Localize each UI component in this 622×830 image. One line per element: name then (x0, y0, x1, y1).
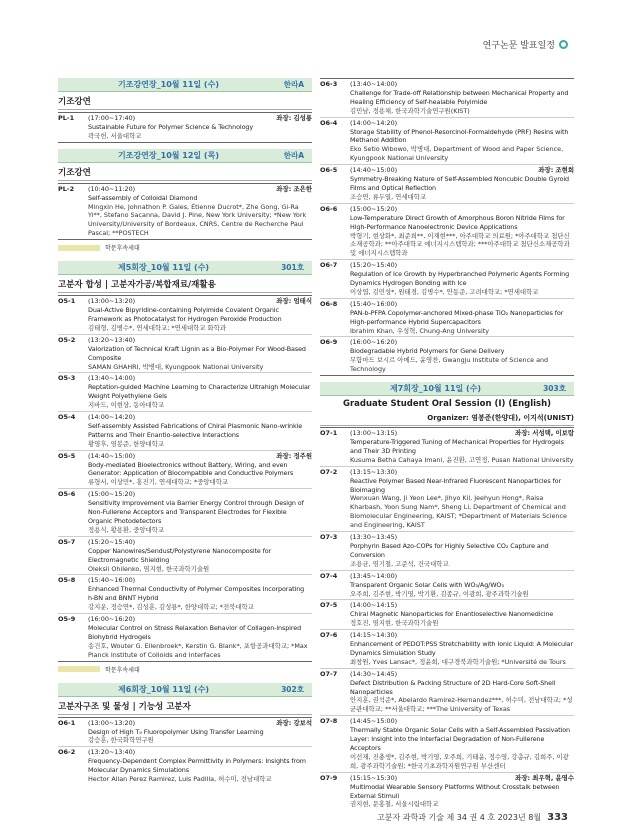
entry-code: O6-5 (320, 166, 338, 175)
entry-authors: 안지훈, 권석준*, Abelardo Ramirez-Hernandez***, 허수미, 전남대학교; *성균관대학교; **서울대학교; ***The University of Texas (350, 696, 573, 714)
entry-authors: Mingxin He, Johnathon P. Gales, Étienne Ducrot*, Zhe Gong, Gi-Ra Yi**, Stefano Sacanna, David J. Pine, New York University; *New York University/University of Bordeaux, CNRS, Centre de Recherche Paul Pascal; **POSTECH (88, 202, 307, 238)
entry-authors: 김민남, 정용채, 한국과학기술연구원(KIST) (350, 106, 470, 115)
page-number: 333 (547, 812, 568, 823)
band-hall: 303호 (543, 384, 566, 394)
program-entry (320, 599, 574, 629)
entry-code: O5-1 (58, 297, 76, 306)
program-entry (320, 715, 574, 771)
program-entry (320, 427, 574, 466)
entry-chair: 좌장: 김성룡 (276, 114, 312, 122)
entry-chair: 좌장: 최우혁, 윤영수 (515, 773, 574, 782)
entry-chair: 좌장: 정주원 (276, 451, 312, 460)
entry-code: O6-1 (58, 718, 76, 727)
entry-body (350, 630, 574, 668)
session-list (320, 78, 574, 376)
entry-body (350, 337, 574, 375)
program-entry (58, 372, 312, 411)
session-band (58, 261, 312, 275)
entry-authors: Hector Allan Perez Ramirez, Luis Padilla, 허수미, 전남대학교 (88, 775, 272, 784)
program-entry (58, 112, 312, 142)
entry-body (88, 373, 312, 411)
entry-time: (14:00~14:20) (88, 413, 136, 422)
journal-info: 고분자 과학과 기술 제 34 권 4 호 2023년 8월 (377, 813, 542, 822)
program-entry (320, 336, 574, 375)
entry-time: (14:40~15:00) (88, 451, 136, 460)
entry-authors: 강승훈, 한국화학연구원 (88, 736, 154, 745)
entry-chair: 좌장: 강보석 (276, 718, 312, 727)
program-entry (320, 570, 574, 600)
right-column (320, 78, 574, 810)
entry-body (350, 716, 574, 771)
entry-title: Symmetry-Breaking Nature of Self-Assembled Noncubic Double Gyroid Films and Optical Reflection (350, 175, 570, 192)
entry-time: (15:00~15:20) (350, 204, 398, 213)
program-entry (320, 164, 574, 203)
entry-time: (13:00~13:20) (88, 718, 136, 727)
entry-authors: 송건호, Wouter G. Ellenbroek*, Kerstin G. Blank*, 포항공과대학교; *Max Planck Institute of Colloids and Interfaces (88, 641, 308, 659)
entry-time-row (88, 297, 312, 306)
entry-body (350, 600, 574, 629)
entry-time: (13:40~14:00) (350, 80, 398, 88)
left-column (58, 78, 312, 785)
program-entry (320, 466, 574, 531)
program-entry (58, 411, 312, 450)
entry-authors: 조용균, 염기철, 고준석, 건국대학교 (350, 559, 449, 568)
entry-title: Frequency-Dependent Complex Permittivity in Polymers: Insights from Molecular Dynamics Simulations (88, 757, 306, 775)
entry-time-row (350, 166, 574, 175)
entry-authors: Oleksii Ohilenko, 염지현, 한국과학기술원 (88, 564, 210, 573)
session-title: 기조강연 (58, 95, 312, 110)
entry-authors: 조승연, 류두열, 연세대학교 (350, 192, 427, 201)
entry-title: Enhanced Thermal Conductivity of Polymer Composites Incorporating h-BN and BNNT Hybrid (88, 585, 305, 603)
legend-label: 학문후속세대 (105, 666, 140, 674)
entry-body (350, 260, 574, 298)
program-entry (320, 298, 574, 337)
entry-authors: Eko Setio Wibowo, 박병대, Department of Wood and Paper Science, Kyungpook National University (350, 145, 564, 163)
entry-authors: 곽국헌, 서울대학교 (88, 131, 142, 140)
session-band (58, 683, 312, 697)
entry-time: (13:00~13:20) (88, 297, 136, 306)
entry-authors: 최창원, Yves Lansac*, 정윤희, 대구경북과학기술원; *Université de Tours (350, 657, 566, 666)
entry-time: (13:45~14:00) (350, 571, 398, 580)
entry-time: (15:40~16:00) (350, 299, 398, 308)
entry-code: O6-7 (320, 261, 338, 270)
entry-title: Transparent Organic Solar Cells with WO₃/Ag/WO₃ (350, 580, 504, 589)
program-entry (320, 629, 574, 668)
entry-body (350, 532, 574, 570)
entry-body (88, 489, 312, 536)
entry-authors: Wenxuan Wang, Ji Yeon Lee*, Jihyo Kil, Jeehyun Hong*, Raisa Kharbash, Yoon Sung Nam*, Sheng Li, Department of Chemical and Biomolecular Engineering, KAIST; *Department of Materials Science and Engineering, KAIST (350, 494, 567, 530)
program-entry (58, 334, 312, 373)
session-list (58, 183, 312, 240)
entry-title: Valorization of Technical Kraft Lignin as a Bio-Polymer For Wood-Based Composite (88, 344, 306, 362)
entry-authors: 무함마드 보시르 아메드, 윤영찬, Gwangju Institute of Science and Technology (350, 356, 549, 374)
entry-body (88, 296, 312, 334)
session-list (58, 112, 312, 143)
entry-code: O5-8 (58, 576, 76, 585)
entry-authors: 정용식, 황용환, 중앙대학교 (88, 525, 165, 534)
entry-code: O7-7 (320, 669, 338, 678)
entry-time-row (88, 114, 312, 123)
entry-time-row (350, 429, 574, 438)
entry-body (88, 451, 312, 489)
program-entry (58, 536, 312, 575)
entry-time-row (350, 80, 574, 89)
entry-code: O6-4 (320, 118, 338, 127)
entry-code: O6-2 (58, 748, 76, 757)
entry-time-row (350, 205, 574, 214)
entry-time-row (350, 601, 574, 610)
entry-code: PL-1 (58, 114, 75, 122)
entry-body (350, 79, 574, 117)
entry-time-row (350, 670, 574, 679)
entry-code: O5-2 (58, 335, 76, 344)
entry-authors: 박형기, 현상화*, 최준희**, 이재현***, 아주대학교 의료원; *아주대학교 첨단신소재공학과; **아주대학교 에너지시스템학과; ***아주대학교 첨단신소재공학과 및 에너지시스템학과 (350, 231, 570, 258)
entry-authors: SAMAN GHAHRI, 박병대, Kyungpook National University (88, 362, 264, 371)
entry-title: Multimodal Wearable Sensory Platforms Without Crosstalk between External Stimuli (350, 782, 560, 800)
entry-time: (17:00~17:40) (88, 114, 136, 122)
entry-time-row (88, 576, 312, 585)
program-entry (58, 183, 312, 239)
entry-title: Defect Distribution & Packing Structure of 2D Hard-Core Soft-Shell Nanoparticles (350, 678, 556, 696)
entry-time-row (88, 185, 312, 194)
entry-code: O5-6 (58, 490, 76, 499)
entry-body (88, 412, 312, 450)
entry-time: (13:20~13:40) (88, 335, 136, 344)
entry-code: O7-2 (320, 467, 338, 476)
entry-code: O7-4 (320, 571, 338, 580)
legend-swatch (58, 666, 100, 672)
entry-title: Thermally Stable Organic Solar Cells with a Self-Assembled Passivation Layer: Insight into the Interfacial Degradation of Non-Fullerene Acceptors (350, 726, 570, 752)
session-title: 기조강연 (58, 166, 312, 181)
entry-chair: 좌장: 서성택, 이보람 (515, 429, 574, 438)
entry-title: Biodegradable Hybrid Polymers for Gene Delivery (350, 347, 505, 356)
entry-time-row (88, 719, 312, 728)
entry-authors: 정호진, 염지현, 한국과학기술원 (350, 619, 439, 628)
entry-time-row (350, 300, 574, 309)
entry-body (350, 428, 574, 466)
entry-code: O7-6 (320, 631, 338, 640)
entry-title: Reactive Polymer Based Near-Infrared Fluorescent Nanoparticles for Bioimaging (350, 476, 561, 494)
entry-code: O5-9 (58, 615, 76, 624)
entry-time: (15:00~15:20) (88, 490, 136, 499)
entry-title: Storage Stability of Phenol-Resorcinol-Formaldehyde (PRF) Resins with Methanol Addition (350, 127, 569, 145)
entry-time-row (350, 119, 574, 128)
entry-time-row (88, 615, 312, 624)
program-entry (320, 78, 574, 117)
entry-time: (13:00~13:15) (350, 429, 398, 438)
entry-title: Reptation-guided Machine Learning to Characterize Ultrahigh Molecular Weight Polyethylene Gels (88, 383, 311, 401)
entry-code: O5-7 (58, 537, 76, 546)
band-hall: 한라A (283, 150, 304, 160)
circle-bullet-icon (559, 40, 568, 49)
session-title: 고분자 합성 | 고분자가공/복합재료/재활용 (58, 278, 312, 293)
entry-code: O7-9 (320, 773, 338, 782)
entry-time: (14:40~15:00) (350, 166, 398, 175)
session-band (58, 149, 312, 163)
entry-time-row (88, 452, 312, 461)
entry-time: (15:40~16:00) (88, 576, 136, 585)
legend (58, 665, 312, 674)
entry-authors: 김태형, 김병수*, 연세대학교; *연세대학교 화학과 (88, 323, 227, 332)
entry-chair: 좌장: 조은한 (276, 184, 312, 193)
entry-body (88, 718, 312, 747)
entry-time: (14:15~14:30) (350, 631, 398, 640)
entry-time: (15:20~15:40) (350, 261, 398, 270)
session-title: 고분자구조 및 물성 | 기능성 고분자 (58, 700, 312, 715)
entry-title: Copper Nanowires/Sendust/Polystyrene Nanocomposite for Electromagnetic Shielding (88, 546, 272, 564)
entry-time: (14:00~14:20) (350, 118, 398, 127)
entry-time: (13:40~14:00) (88, 374, 136, 383)
entry-authors: 이선재, 진충생*, 김주현, 박기영, 오주희, 기태윤, 정수영, 강총규, 김희주, 이광희, 광주과학기술원; *한국기초과학지원연구원 부산센터 (350, 752, 569, 770)
entry-time-row (88, 336, 312, 345)
entry-time: (15:15~15:30) (350, 773, 398, 782)
entry-body (350, 165, 574, 203)
entry-time-row (350, 774, 574, 783)
entry-code: PL-2 (58, 184, 75, 193)
page-footer (377, 812, 568, 823)
entry-time-row (88, 413, 312, 422)
band-title: 기조강연장_10월 12일 (목) (118, 150, 219, 160)
entry-title: Enhancement of PEDOT:PSS Stretchability with Ionic Liquid: A Molecular Dynamics Simulation Study (350, 640, 573, 657)
entry-body (350, 204, 574, 259)
entry-time-row (350, 717, 574, 726)
session-list (58, 295, 312, 661)
band-title: 제6회장_10월 11일 (수) (118, 684, 210, 694)
entry-authors: Ibrahim Khan, 우성혁, Chung-Ang University (350, 326, 490, 335)
entry-title: Molecular Control on Stress Relaxation Behavior of Collagen-inspired Biohybrid Hydrogels (88, 623, 302, 641)
entry-time-row (350, 533, 574, 542)
entry-body (88, 614, 312, 661)
entry-time: (13:15~13:30) (350, 467, 398, 476)
entry-authors: 황영후, 염봉준, 한양대학교 (88, 439, 165, 448)
session-band (320, 382, 574, 396)
band-title: 제7회장_10월 11일 (수) (390, 384, 482, 394)
entry-time-row (88, 374, 312, 383)
session-title: Graduate Student Oral Session (I) (English) (342, 399, 552, 410)
entry-body (88, 184, 312, 239)
program-entry (320, 531, 574, 570)
entry-authors: 이상엽, 김민성*, 원태경, 김병수*, 안동준, 고려대학교; *연세대학교 (350, 287, 539, 296)
entry-authors: Kusuma Betha Cahaya Imani, 윤진환, 고연정, Pusan National University (350, 455, 574, 464)
entry-time: (16:00~16:20) (88, 615, 136, 624)
session-list (320, 427, 574, 810)
entry-body (350, 118, 574, 165)
entry-time: (15:20~15:40) (88, 537, 136, 546)
entry-code: O6-8 (320, 299, 338, 308)
organizer-text: Organizer: 염봉준(한양대), 이지석(UNIST) (427, 414, 574, 423)
entry-body (350, 669, 574, 716)
program-entry (320, 772, 574, 811)
entry-time: (16:00~16:20) (350, 338, 398, 347)
entry-title: Temperature-Triggered Tuning of Mechanical Properties for Hydrogels and Their 3D Printing (350, 438, 564, 455)
program-entry (58, 295, 312, 334)
program-entry (58, 574, 312, 613)
entry-code: O5-4 (58, 413, 76, 422)
entry-body (88, 537, 312, 575)
band-hall: 301호 (281, 263, 304, 273)
band-hall: 302호 (281, 684, 304, 694)
entry-time-row (88, 490, 312, 499)
entry-body (350, 299, 574, 337)
program-entry (58, 488, 312, 536)
program-entry (58, 450, 312, 489)
legend-swatch (58, 245, 100, 251)
entry-authors: 류형서, 이상민*, 홍진기, 연세대학교; *중앙대학교 (88, 478, 229, 487)
session-list (58, 717, 312, 785)
entry-chair: 좌장: 조현희 (538, 166, 574, 175)
entry-chair: 좌장: 엄태식 (276, 297, 312, 306)
entry-code: O5-3 (58, 374, 76, 383)
entry-code: O5-5 (58, 451, 76, 460)
entry-authors: 권지현, 문홍철, 서울시립대학교 (350, 800, 439, 809)
entry-time-row (88, 748, 312, 757)
entry-time: (10:40~11:20) (88, 184, 136, 193)
header-label: 연구논문 발표일정 (482, 41, 555, 51)
running-header (483, 38, 568, 51)
entry-authors: 오주희, 김주현, 박기영, 박기환, 김종규, 이광희, 광주과학기술원 (350, 589, 529, 598)
entry-code: O7-3 (320, 533, 338, 542)
organizer (320, 413, 574, 426)
entry-time: (14:45~15:00) (350, 717, 398, 726)
program-entry (58, 717, 312, 747)
entry-time-row (350, 468, 574, 477)
entry-title: Self-assembly of Colloidal Diamond (88, 193, 198, 202)
entry-title: Low-Temperature Direct Growth of Amorphous Boron Nitride Films for High-Performance Nanoelectronic Device Applications (350, 213, 565, 231)
entry-time: (14:00~14:15) (350, 601, 398, 610)
legend (58, 243, 312, 252)
entry-time-row (350, 631, 574, 640)
band-hall: 한라A (283, 80, 304, 89)
entry-title: Porphyrin Based Azo-COPs for Highly Selective CO₂ Capture and Conversion (350, 541, 549, 559)
entry-code: O6-6 (320, 204, 338, 213)
entry-title: Chiral Magnetic Nanoparticles for Enantioselective Nanomedicine (350, 610, 554, 619)
entry-title: Challenge for Trade-off Relationship between Mechanical Property and Healing Efficiency of Self-healable Polyimide (350, 88, 569, 106)
entry-time-row (350, 572, 574, 581)
program-entry (320, 259, 574, 298)
entry-body (88, 335, 312, 373)
session-band (58, 78, 312, 92)
entry-code: O7-1 (320, 429, 338, 438)
entry-title: Sustainable Future for Polymer Science & Technology (88, 122, 254, 131)
entry-time: (14:30~14:45) (350, 669, 398, 678)
entry-title: PAN-b-PFPA Copolymer-anchored Mixed-phase TiO₂ Nanoparticles for High-performance Hybrid Supercapacitors (350, 308, 564, 326)
entry-title: Self-assembly Assisted Fabrications of Chiral Plasmonic Nano-wrinkle Patterns and Their Enantio-selective Interactions (88, 421, 303, 439)
entry-authors: 지바드, 이현상, 동아대학교 (88, 401, 165, 410)
entry-body (350, 571, 574, 600)
entry-authors: 강지운, 정승연*, 김성훈, 김성룡*, 한양대학교; *전북대학교 (88, 603, 254, 612)
entry-time: (13:20~13:40) (88, 748, 136, 757)
band-title: 기조강연장_10월 11일 (수) (118, 80, 219, 89)
entry-title: Body-mediated Bioelectronics without Battery, Wiring, and even Generator: Application of Biocompatible and Conductive Polymers (88, 460, 294, 478)
entry-title: Sensitivity Improvement via Barrier Energy Control through Design of Non-Fullerene Acceptors and Transparent Electrodes for Flexible Organic Photodetectors (88, 499, 304, 525)
entry-body (88, 575, 312, 613)
entry-body (350, 467, 574, 531)
entry-code: O7-8 (320, 717, 338, 726)
entry-body (350, 773, 574, 811)
entry-body (88, 747, 312, 785)
entry-time-row (88, 538, 312, 547)
entry-code: O6-3 (320, 80, 338, 88)
entry-code: O6-9 (320, 338, 338, 347)
program-entry (320, 668, 574, 716)
entry-code: O7-5 (320, 601, 338, 610)
entry-title: Design of High T₉ Fluoropolymer Using Transfer Learning (88, 727, 264, 736)
entry-title: Dual-Active Bipyridine-containing Polyimide Covalent Organic Framework as Photocatalyst for Hydrogen Peroxide Production (88, 306, 282, 323)
program-entry (58, 746, 312, 785)
program-entry (320, 117, 574, 165)
entry-time: (13:30~13:45) (350, 533, 398, 542)
entry-time-row (350, 338, 574, 347)
entry-title: Regulation of Ice Growth by Hyperbranched Polymeric Agents Forming Dynamics Hydrogen Bonding with Ice (350, 270, 570, 288)
entry-time-row (350, 261, 574, 270)
program-entry (58, 613, 312, 661)
legend-label: 학문후속세대 (105, 245, 140, 253)
entry-body (88, 113, 312, 142)
program-entry (320, 203, 574, 259)
band-title: 제5회장_10월 11일 (수) (118, 263, 210, 273)
